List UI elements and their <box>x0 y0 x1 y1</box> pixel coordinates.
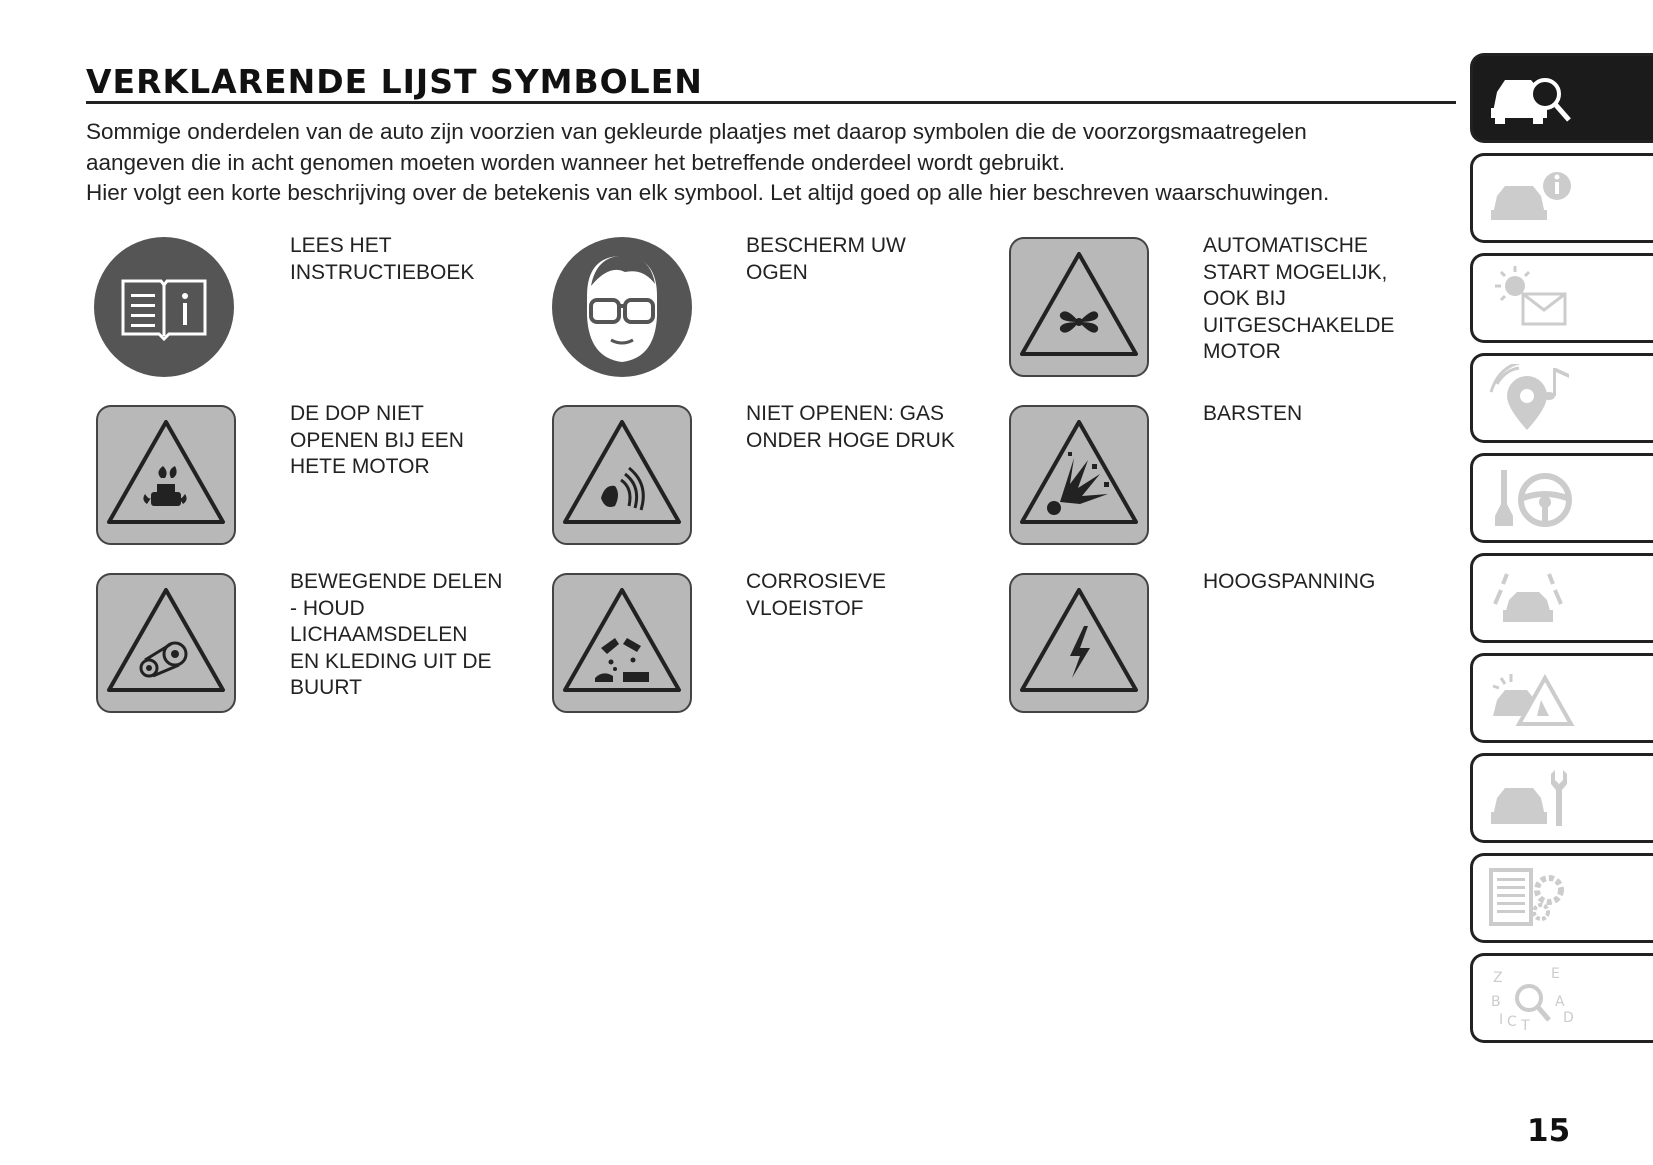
tab-car-search[interactable] <box>1470 53 1653 143</box>
location-music-icon <box>1487 364 1577 434</box>
label-pressure-gas <box>746 401 955 454</box>
label-high-voltage-text: HOOGSPANNING <box>1203 570 1376 593</box>
svg-text:A: A <box>1555 994 1565 1010</box>
label-fan-warning-text: AUTOMATISCHE START MOGELIJK, OOK BIJ UITGESCHAKELDE MOTOR <box>1203 234 1395 363</box>
label-corrosive <box>746 569 886 622</box>
label-read-manual <box>290 233 474 286</box>
chapter-tabs <box>1470 0 1653 1165</box>
label-moving-parts-text: BEWEGENDE DELEN - HOUD LICHAAMSDELEN EN KLEDING UIT DE BUURT <box>290 570 503 699</box>
car-wrench-icon <box>1487 764 1577 834</box>
label-high-voltage <box>1203 569 1375 596</box>
explosion-warning-icon <box>1008 404 1150 546</box>
high-voltage-warning-icon <box>1008 572 1150 714</box>
car-search-icon <box>1487 64 1577 134</box>
car-info-icon <box>1487 164 1577 234</box>
title-rule <box>86 101 1456 104</box>
alphabet-index-icon <box>1487 964 1577 1034</box>
light-message-icon <box>1487 264 1577 334</box>
tab-car-wrench[interactable] <box>1470 753 1653 843</box>
svg-text:D: D <box>1563 1010 1574 1026</box>
tab-car-warning[interactable] <box>1470 653 1653 743</box>
label-protect-eyes-text: BESCHERM UW OGEN <box>746 234 906 284</box>
specs-gear-icon <box>1487 864 1577 934</box>
tab-steering[interactable] <box>1470 453 1653 543</box>
tab-specs[interactable] <box>1470 853 1653 943</box>
tab-location-music[interactable] <box>1470 353 1653 443</box>
read-manual-icon <box>93 236 235 378</box>
car-lane-icon <box>1487 564 1577 634</box>
tab-alphabet-index[interactable] <box>1470 953 1653 1043</box>
label-corrosive-text: CORROSIEVE VLOEISTOF <box>746 570 887 620</box>
page-number: 15 <box>1527 1113 1571 1149</box>
svg-text:T: T <box>1521 1018 1530 1034</box>
label-fan-warning <box>1203 233 1394 366</box>
tab-light-message[interactable] <box>1470 253 1653 343</box>
label-read-manual-text: LEES HET INSTRUCTIEBOEK <box>290 234 475 284</box>
intro-text <box>86 117 1466 209</box>
label-hot-cap-text: DE DOP NIET OPENEN BIJ EEN HETE MOTOR <box>290 402 464 478</box>
corrosive-warning-icon <box>551 572 693 714</box>
label-explosion <box>1203 401 1302 428</box>
steering-wheel-icon <box>1487 464 1577 534</box>
label-protect-eyes <box>746 233 906 286</box>
hot-cap-warning-icon <box>95 404 237 546</box>
moving-parts-warning-icon <box>95 572 237 714</box>
svg-text:B: B <box>1491 994 1501 1010</box>
intro-line-1: Sommige onderdelen van de auto zijn voorzien van gekleurde plaatjes met daarop symbolen die de voorzorgsmaatregelen <box>86 119 1307 144</box>
tab-car-lane[interactable] <box>1470 553 1653 643</box>
tab-car-info[interactable] <box>1470 153 1653 243</box>
protect-eyes-icon <box>551 236 693 378</box>
pressure-gas-warning-icon <box>551 404 693 546</box>
svg-text:C: C <box>1507 1014 1517 1030</box>
label-pressure-gas-text: NIET OPENEN: GAS ONDER HOGE DRUK <box>746 402 955 452</box>
page-title: VERKLARENDE LIJST SYMBOLEN <box>86 62 703 101</box>
label-moving-parts <box>290 569 502 702</box>
car-warning-icon <box>1487 664 1577 734</box>
svg-text:E: E <box>1551 966 1560 982</box>
intro-line-2: aangeven die in acht genomen moeten worden wanneer het betreffende onderdeel wordt gebruikt. <box>86 149 1066 175</box>
intro-line-3: Hier volgt een korte beschrijving over de betekenis van elk symbool. Let altijd goed op alle hier beschreven waarschuwingen. <box>86 180 1330 205</box>
svg-text:Z: Z <box>1493 970 1503 986</box>
fan-warning-icon <box>1008 236 1150 378</box>
svg-text:I: I <box>1499 1012 1504 1028</box>
label-explosion-text: BARSTEN <box>1203 402 1303 425</box>
label-hot-cap <box>290 401 464 481</box>
